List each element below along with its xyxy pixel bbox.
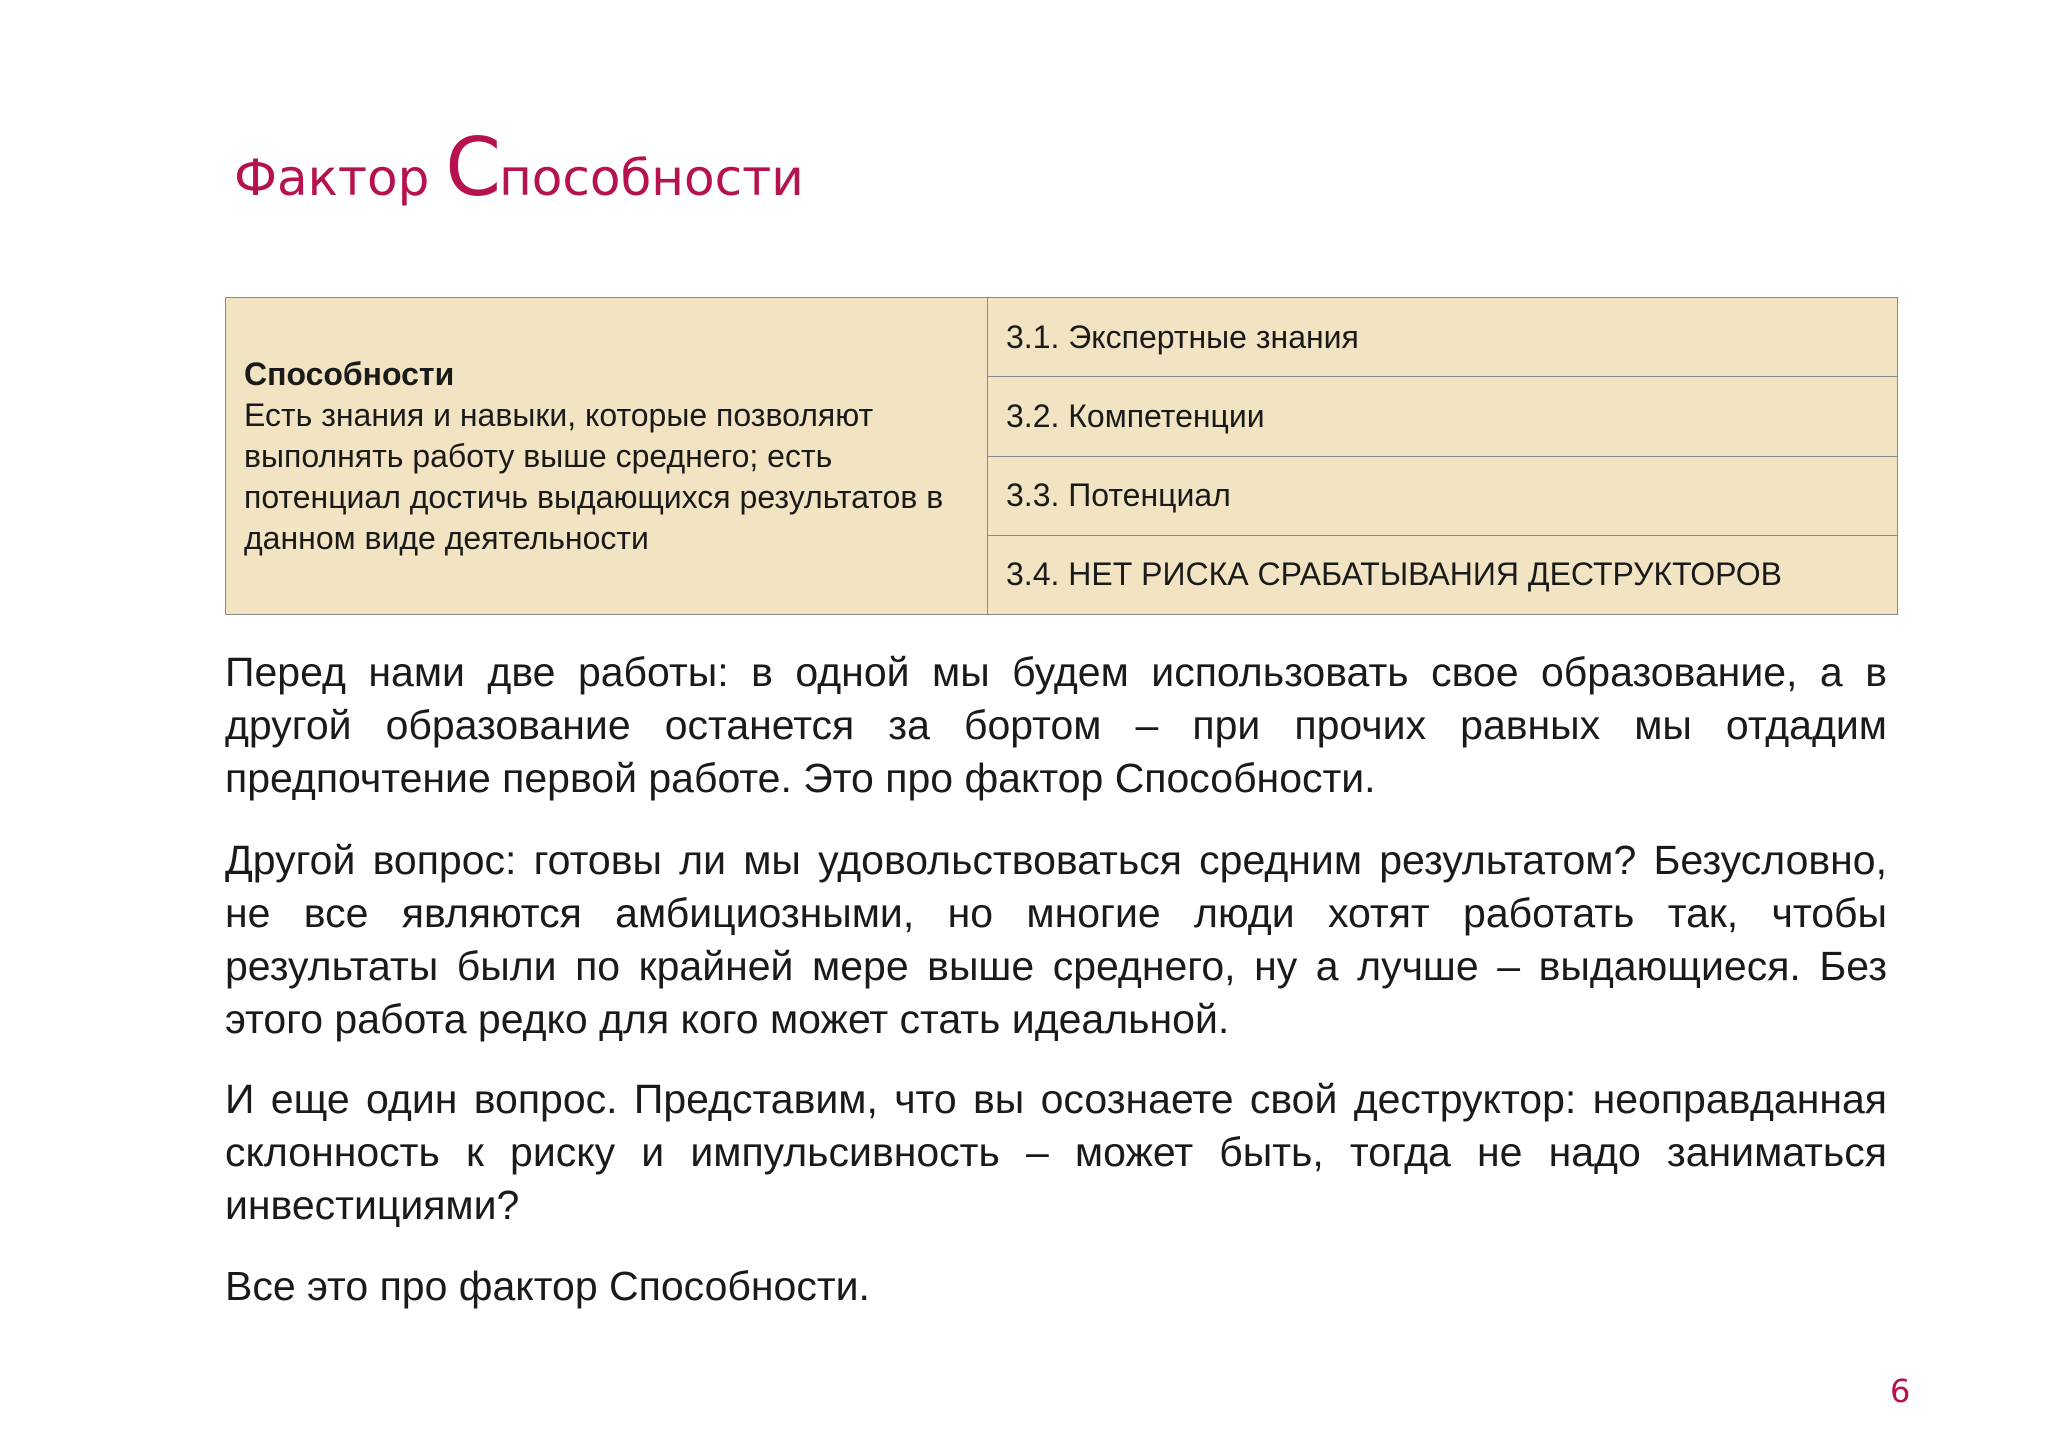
paragraph-1: Перед нами две работы: в одной мы будем использовать свое образование, а в другой образование останется за бортом – при прочих равных мы отдадим предпочтение первой работе. Это про фактор Способности. xyxy=(225,649,1887,801)
page-title xyxy=(234,121,804,214)
paragraph-3: И еще один вопрос. Представим, что вы осознаете свой деструктор: неоправданная склонность к риску и импульсивность – может быть, тогда не надо заниматься инвестициями? xyxy=(225,1076,1887,1228)
paragraph-2: Другой вопрос: готовы ли мы удовольствоваться средним результатом? Безусловно, не все являются амбициозными, но многие люди хотят работать так, чтобы результаты были по крайней мере выше среднего, ну а лучше – выдающиеся. Без этого работа редко для кого может стать идеальной. xyxy=(225,837,1887,1042)
factor-item-1: 3.1. Экспертные знания xyxy=(988,298,1898,377)
paragraph-4: Все это про фактор Способности. xyxy=(225,1263,870,1309)
factor-table xyxy=(225,297,1898,615)
factor-item-2: 3.2. Компетенции xyxy=(988,377,1898,456)
factor-description-cell xyxy=(226,298,988,615)
factor-heading: Способности xyxy=(244,355,455,392)
title-part-1: Фактор xyxy=(234,149,446,207)
table-row xyxy=(226,298,1898,377)
title-part-2: пособности xyxy=(499,149,804,207)
page-number: 6 xyxy=(1890,1372,1911,1410)
factor-item-4: 3.4. НЕТ РИСКА СРАБАТЫВАНИЯ ДЕСТРУКТОРОВ xyxy=(988,535,1898,614)
factor-description: Есть знания и навыки, которые позволяют выполнять работу выше среднего; есть потенциал достичь выдающихся результатов в данном виде деятельности xyxy=(244,396,944,556)
title-big-letter: С xyxy=(445,121,500,214)
factor-item-3: 3.3. Потенциал xyxy=(988,456,1898,535)
